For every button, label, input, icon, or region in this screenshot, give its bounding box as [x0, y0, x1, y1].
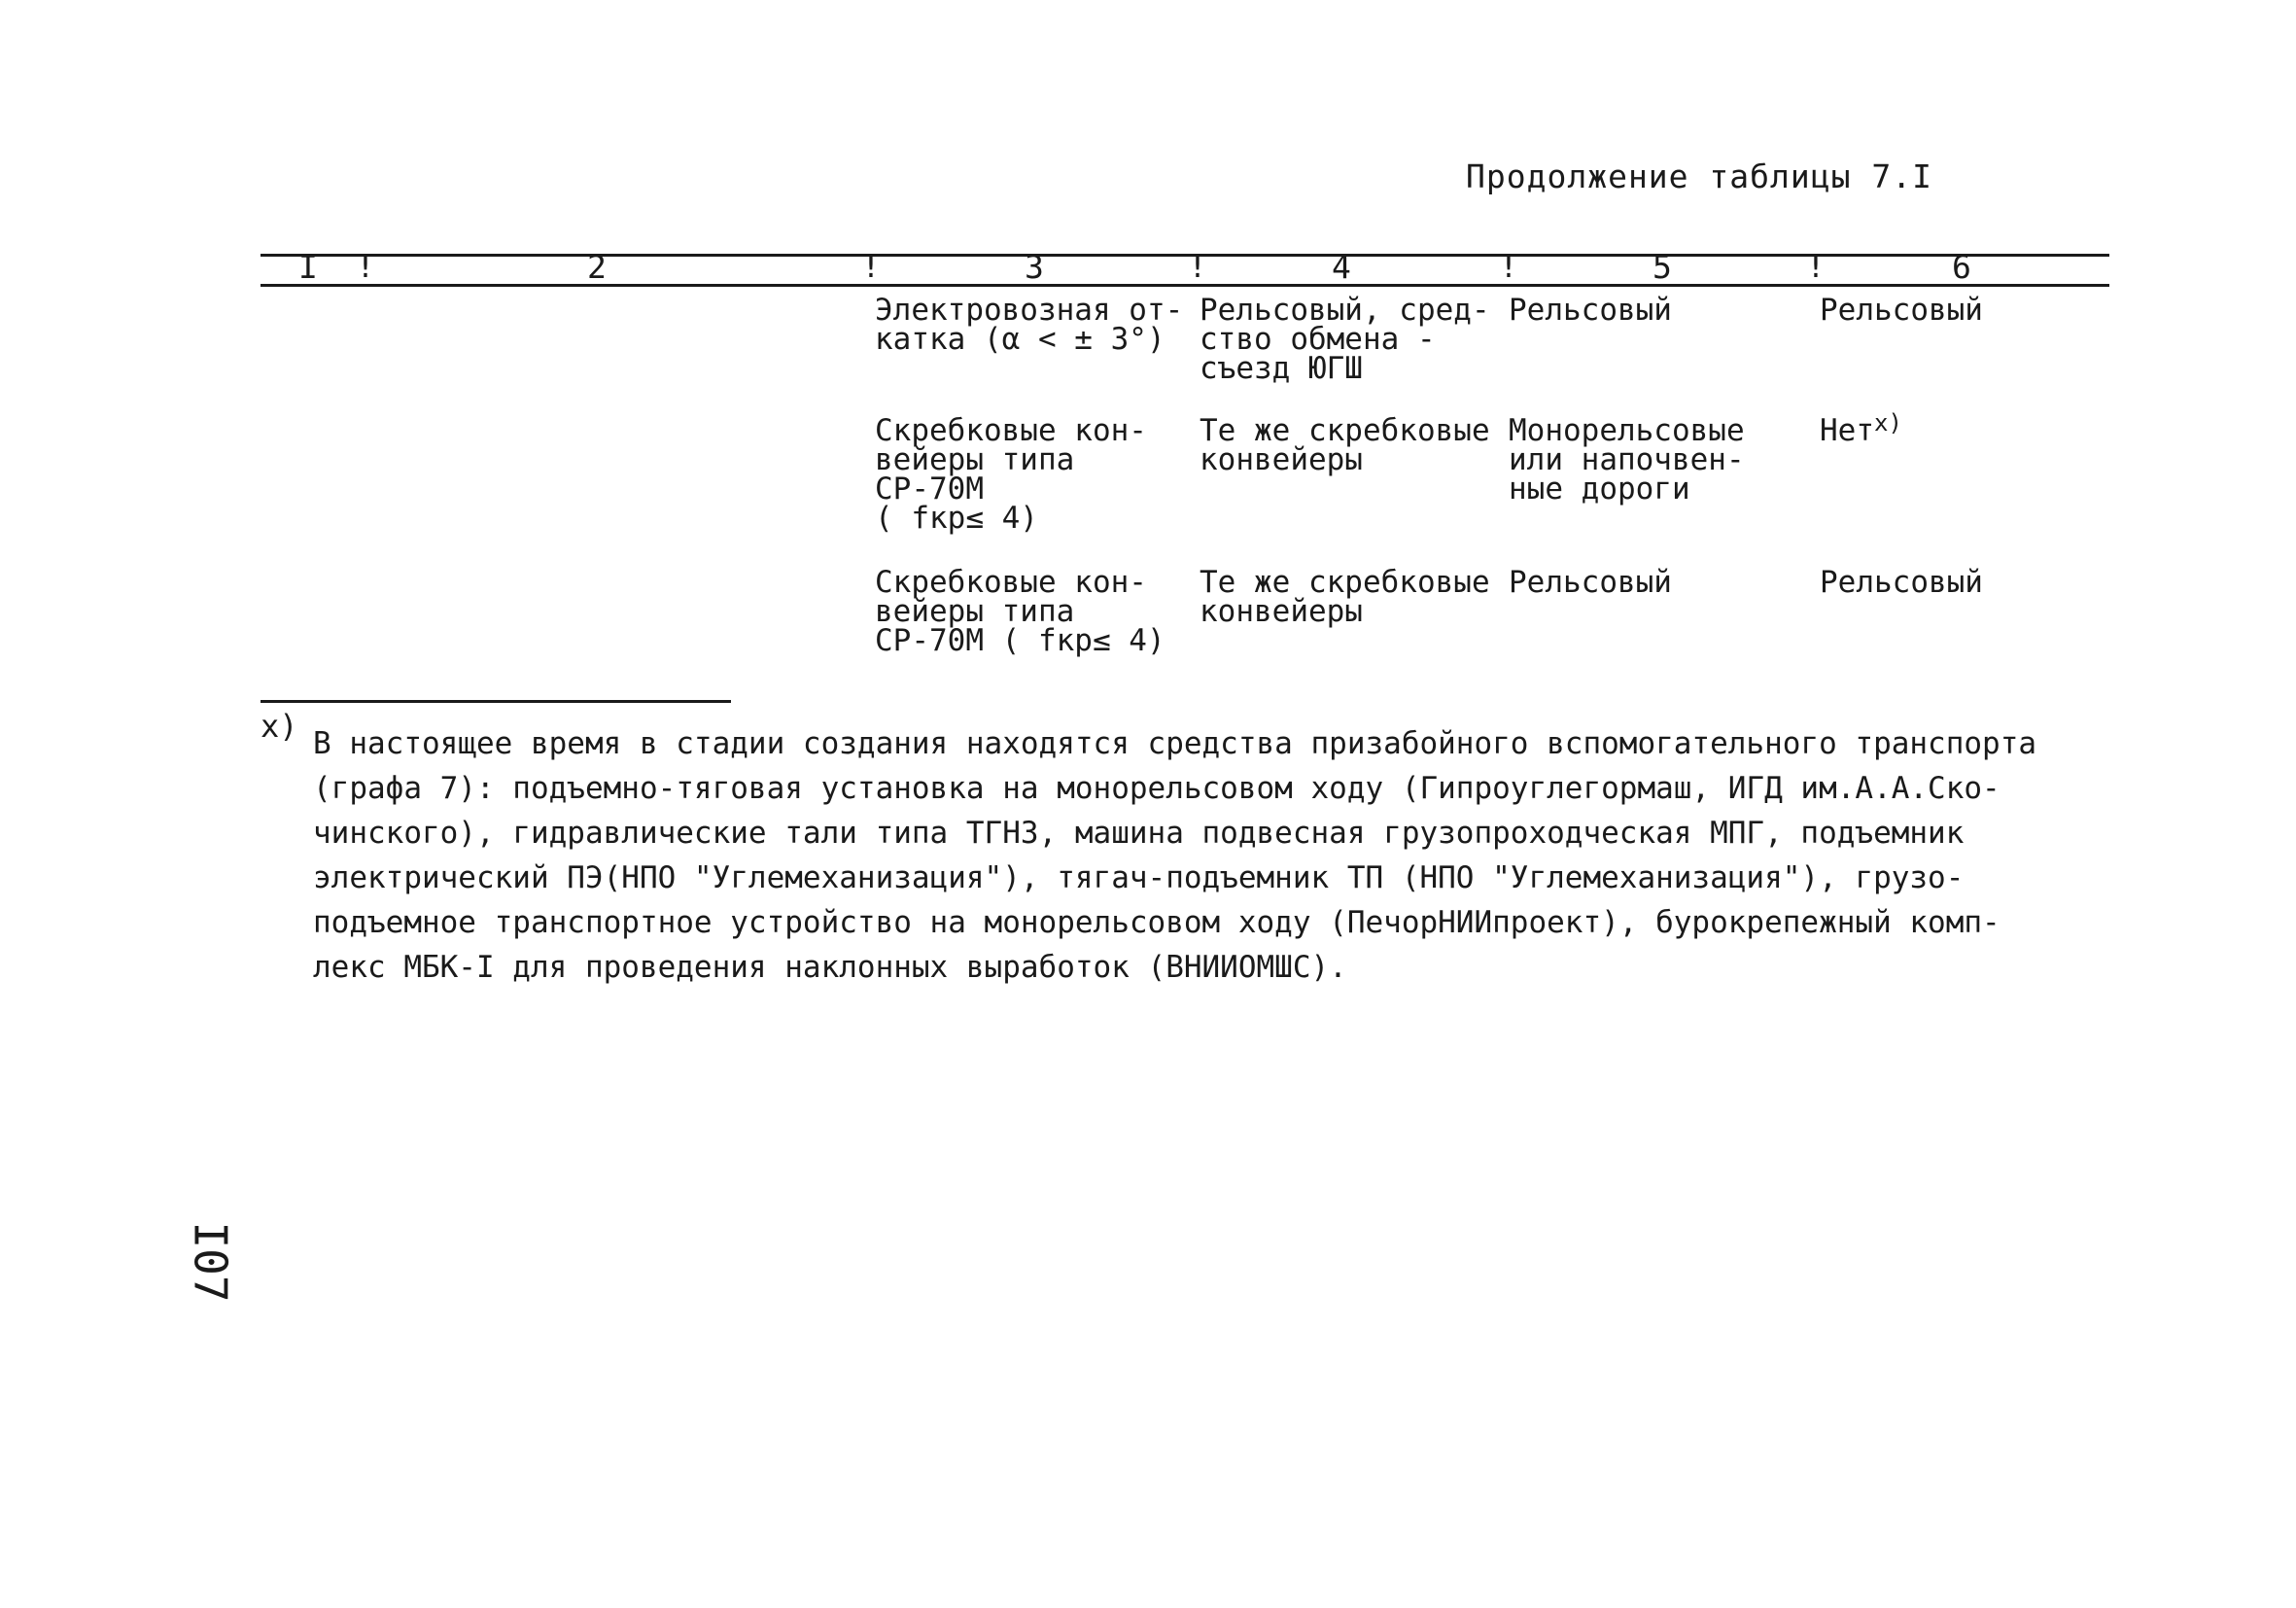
footnote-separator — [261, 700, 731, 703]
footnote-line: лекс МБК-I для проведения наклонных выработок (ВНИИОМШС). — [313, 950, 1347, 985]
column-number-6: 6 — [1952, 248, 1971, 286]
cell-column-5: Монорельсовые или напочвен- ные дороги — [1509, 413, 1745, 507]
cell-column-4: Рельсовый, сред- ство обмена - съезд ЮГШ — [1200, 293, 1490, 386]
page-number: I07 — [184, 1221, 237, 1303]
footnote-line: чинского), гидравлические тали типа ТГН3, машина подвесная грузопроходческая МПГ, подъемник — [313, 816, 1965, 851]
cell-column-5: Рельсовый — [1509, 293, 1672, 328]
cell-column-6: Рельсовый — [1820, 565, 1983, 600]
column-number-4: 4 — [1332, 248, 1351, 286]
footnote-mark: x) — [261, 708, 298, 745]
footnote-line: В настоящее время в стадии создания находятся средства призабойного вспомогательного транспорта — [313, 726, 2037, 761]
table-continuation-caption: Продолжение таблицы 7.I — [1466, 157, 1932, 195]
column-separator: ! — [1806, 247, 1826, 285]
cell-value: Нет — [1820, 413, 1874, 448]
footnote-line: (графа 7): подъемно-тяговая установка на монорельсовом ходу (Гипроуглегормаш, ИГД им.А.А.Ско- — [313, 771, 2000, 806]
footnote-reference: x) — [1874, 409, 1902, 437]
column-number-5: 5 — [1652, 248, 1672, 286]
cell-column-5: Рельсовый — [1509, 565, 1672, 600]
cell-column-4: Те же скребковые конвейеры — [1200, 413, 1490, 477]
column-number-1: I — [298, 248, 318, 286]
footnote-text — [313, 721, 2063, 990]
table-header-rule — [261, 284, 2109, 287]
cell-column-4: Те же скребковые конвейеры — [1200, 565, 1490, 629]
cell-transport-type: Скребковые кон- вейеры типа СР-70М ( fкр≤ 4) — [875, 413, 1147, 536]
cell-column-6 — [1820, 409, 2111, 448]
table-top-rule — [261, 254, 2109, 257]
footnote-line: электрический ПЭ(НПО "Углемеханизация"), тягач-подъемник ТП (НПО "Углемеханизация"), грузо- — [313, 860, 1965, 895]
column-separator: ! — [1499, 247, 1518, 285]
column-number-3: 3 — [1025, 248, 1044, 286]
column-number-2: 2 — [587, 248, 607, 286]
column-separator: ! — [356, 247, 375, 285]
cell-column-6: Рельсовый — [1820, 293, 1983, 328]
footnote-line: подъемное транспортное устройство на монорельсовом ходу (ПечорНИИпроект), бурокрепежный комп- — [313, 905, 2000, 940]
column-separator: ! — [1188, 247, 1207, 285]
column-separator: ! — [861, 247, 881, 285]
cell-transport-type: Электровозная от- катка (α < ± 3°) — [875, 293, 1184, 357]
cell-transport-type: Скребковые кон- вейеры типа СР-70М ( fкр≤ 4) — [875, 565, 1165, 658]
